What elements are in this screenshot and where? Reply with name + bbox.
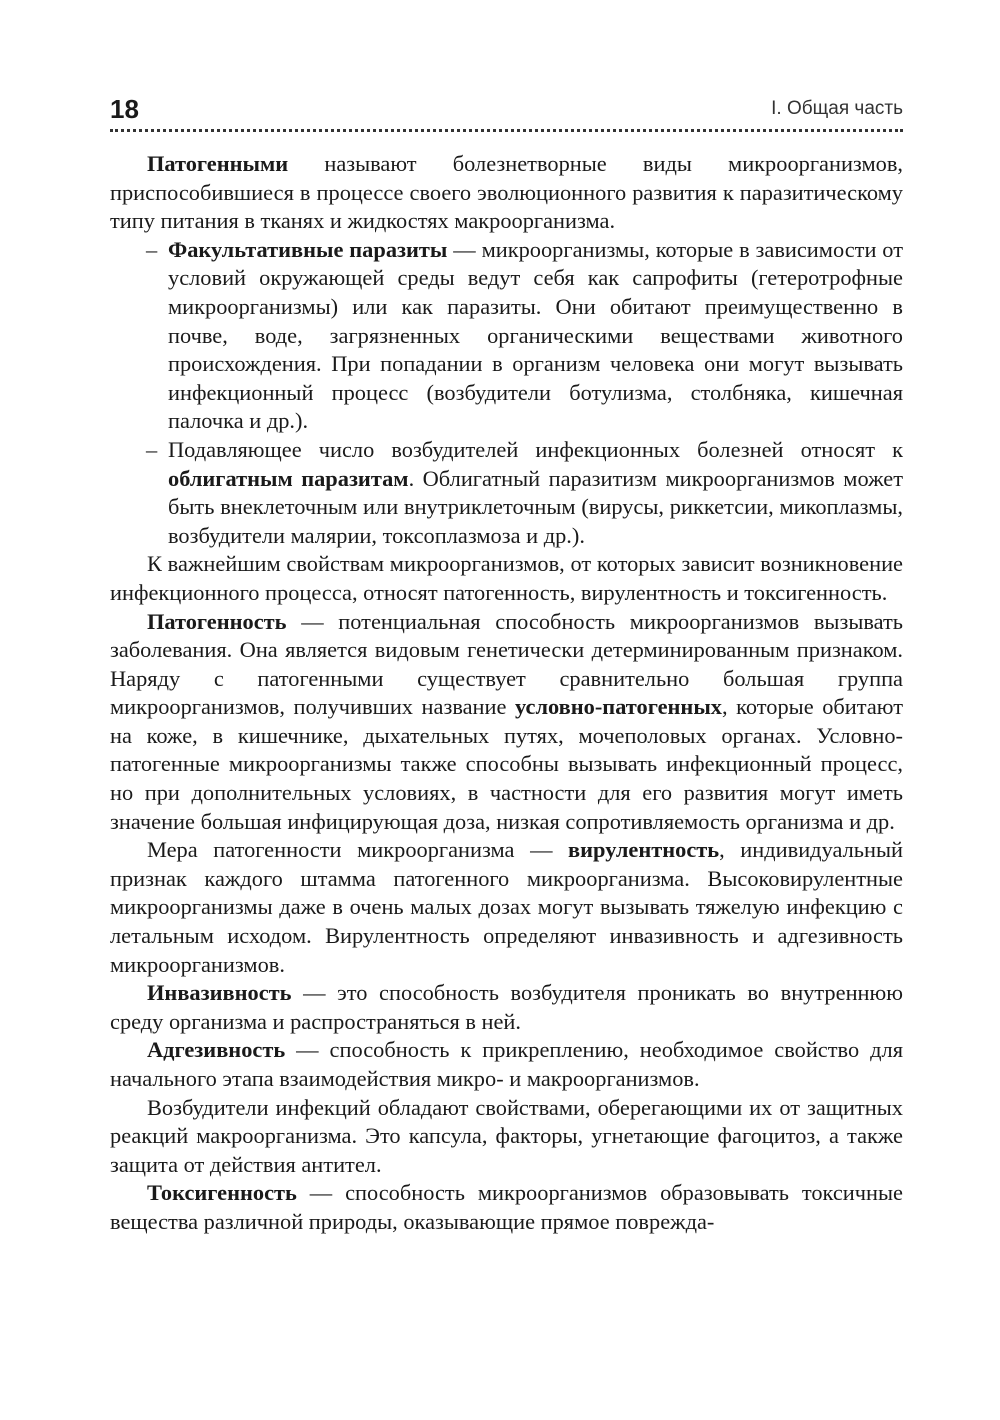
list-item-text: . Облигатный паразитизм микроорганизмов может быть внеклеточным или внутриклеточным (вирусы, риккетсии, микоплазмы, возбудители малярии, токсоплазмоза и др.). <box>168 465 903 548</box>
paragraph-properties <box>110 550 903 607</box>
bullet-dash: – <box>146 436 158 462</box>
paragraph-pathogenic <box>110 150 903 236</box>
term-toxigenicity: Токсигенность <box>147 1180 297 1206</box>
paragraph-text: , которые обитают на коже, в кишечнике, дыхательных путях, мочеполовых органах. Условно-патогенные микроорганизмы также способны вызывать инфекционный процесс, но при дополнительных условиях, в частности для его развития могут иметь значение большая инфицирующая доза, низкая сопротивляемость организма и др. <box>110 694 903 834</box>
term-opportunistic: условно-патогенных <box>515 694 722 720</box>
page-body <box>110 150 903 1237</box>
page-number: 18 <box>110 94 139 124</box>
paragraph-text: называют болезнетворные виды микроорганизмов, приспособившиеся в процессе своего эволюционного развития к паразитическому типу питания в тканях и жидкостях макроорганизма. <box>110 151 903 234</box>
term-pathogenicity: Патогенность <box>147 608 287 634</box>
paragraph-invasiveness <box>110 979 903 1036</box>
paragraph-text: К важнейшим свойствам микроорганизмов, от которых зависит возникновение инфекционного процесса, относят патогенность, вирулентность и токсигенность. <box>110 551 903 605</box>
paragraph-protection <box>110 1094 903 1180</box>
paragraph-pathogenicity <box>110 608 903 837</box>
paragraph-text: — способность микроорганизмов образовывать токсичные вещества различной природы, оказывающие прямое поврежда- <box>110 1180 903 1234</box>
term-obligate-parasites: облигатным паразитам <box>168 465 409 491</box>
page-header <box>110 92 903 132</box>
list-item-text: Подавляющее число возбудителей инфекционных болезней относят к <box>168 436 903 462</box>
paragraph-toxigenicity <box>110 1179 903 1236</box>
list-item-text: — микроорганизмы, которые в зависимости от условий окружающей среды ведут себя как сапрофиты (гетеротрофные микроорганизмы) или как паразиты. Они обитают преимущественно в почве, воде, загрязненных органическими веществами животного происхождения. При попадании в организм человека они могут вызывать инфекционный процесс (возбудители ботулизма, столбняка, кишечная палочка и др.). <box>168 236 903 434</box>
paragraph-text: — способность к прикреплению, необходимое свойство для начального этапа взаимодействия микро- и макроорганизмов. <box>110 1037 903 1091</box>
paragraph-virulence <box>110 836 903 979</box>
paragraph-text: — потенциальная способность микроорганизмов вызывать заболевания. Она является видовым генетически детерминированным признаком. Наряду с патогенными существует сравнительно большая группа микроорганизмов, получивших название <box>110 608 903 720</box>
paragraph-text: , индивидуальный признак каждого штамма патогенного микроорганизма. Высоковирулентные микроорганизмы даже в очень малых дозах могут вызывать тяжелую инфекцию с летальным исходом. Вирулентность определяют инвазивность и адгезивность микроорганизмов. <box>110 837 903 977</box>
running-head: I. Общая часть <box>771 98 903 119</box>
list-item-obligate-parasites <box>110 436 903 550</box>
term-facultative-parasites: Факультативные паразиты <box>168 236 448 262</box>
paragraph-adhesiveness <box>110 1036 903 1093</box>
bullet-dash: – <box>146 236 158 262</box>
paragraph-text: Мера патогенности микроорганизма — <box>147 837 569 863</box>
term-invasiveness: Инвазивность <box>147 980 292 1006</box>
term-virulence: вирулентность <box>568 837 720 863</box>
term-adhesiveness: Адгезивность <box>147 1037 286 1063</box>
header-dotted-rule <box>110 129 903 132</box>
paragraph-text: — это способность возбудителя проникать во внутреннюю среду организма и распространяться в ней. <box>110 980 903 1034</box>
list-item-facultative-parasites <box>110 236 903 436</box>
paragraph-text: Возбудители инфекций обладают свойствами, оберегающими их от защитных реакций макроорганизма. Это капсула, факторы, угнетающие фагоцитоз, а также защита от действия антител. <box>110 1094 903 1177</box>
term-pathogenic: Патогенными <box>147 151 289 176</box>
